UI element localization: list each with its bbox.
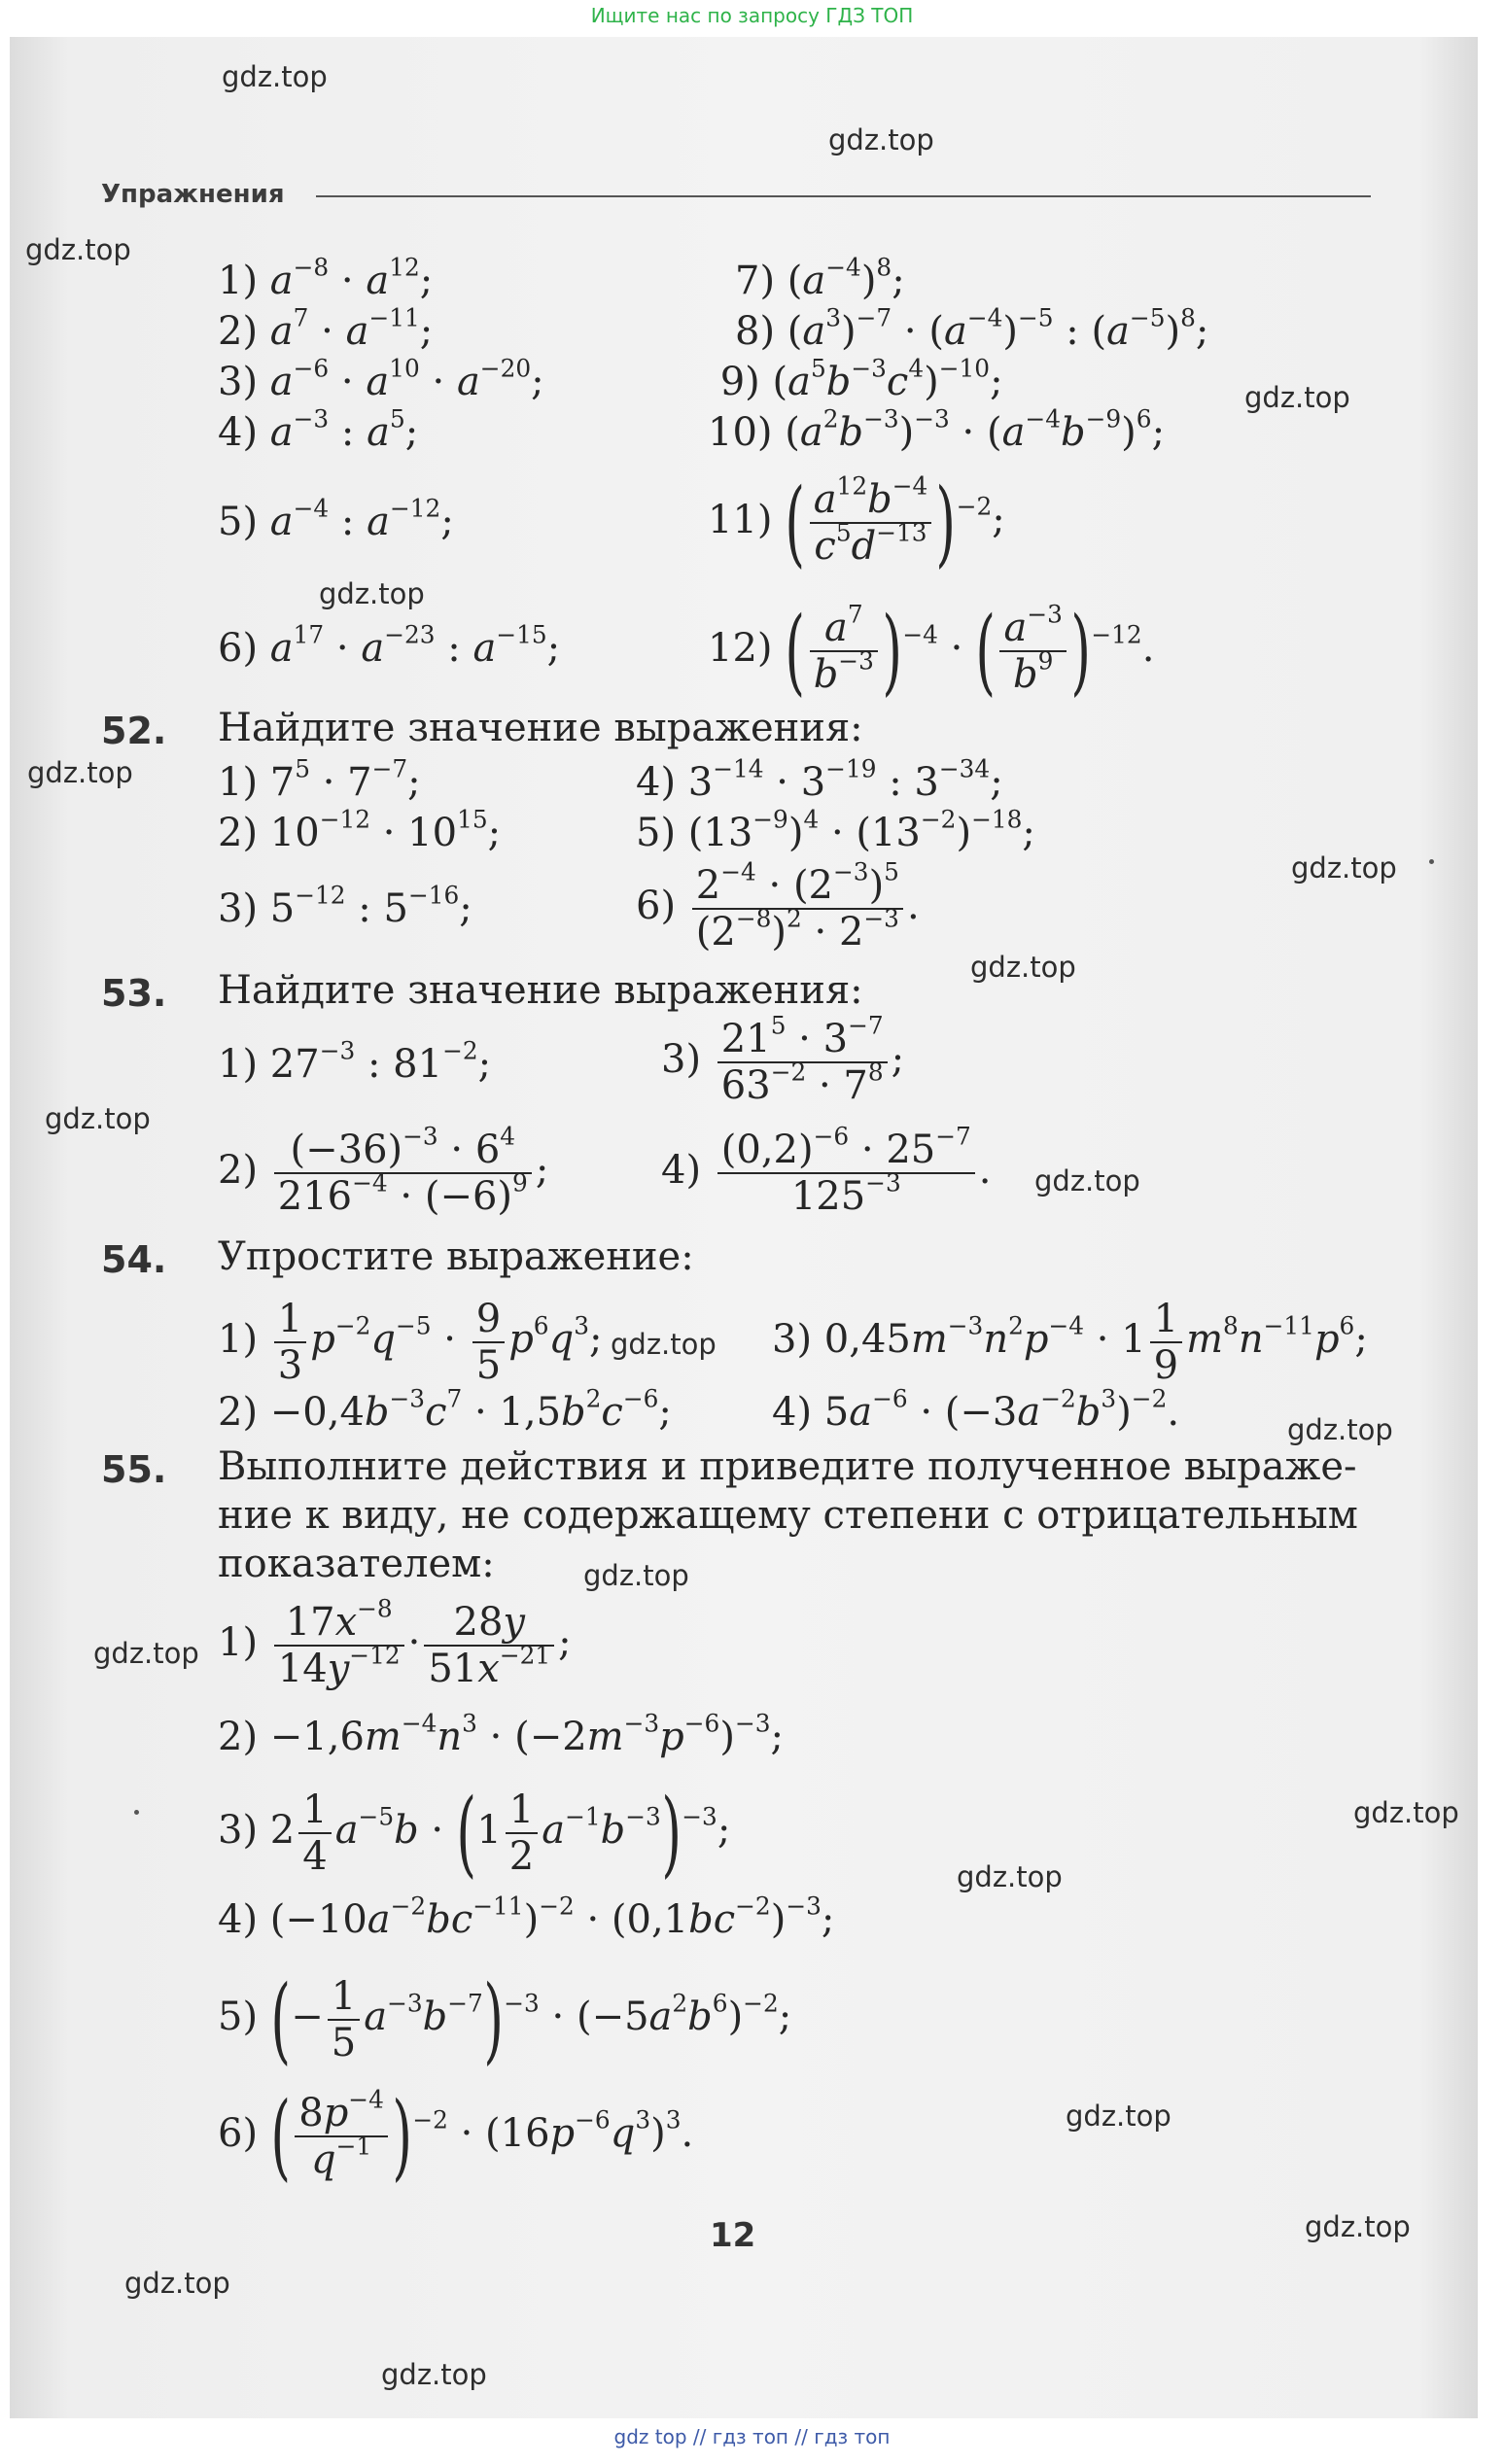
exercise-item: 5) (− $\frac{1}{5}$ $a^{-3}b^{-7})^{-3} \cdot (-5a^2b^6)^{-2}$; bbox=[218, 1965, 792, 2074]
exercise-item: 1) $a^{-8} \cdot a^{12}$; bbox=[218, 253, 434, 303]
watermark: gdz.top bbox=[1034, 1164, 1140, 1197]
watermark: gdz.top bbox=[1305, 2210, 1411, 2243]
exercise-item: 5) $a^{-4}$ : $a^{-12}$; bbox=[218, 494, 454, 544]
watermark: gdz.top bbox=[222, 60, 328, 93]
watermark: gdz.top bbox=[957, 1860, 1063, 1893]
watermark: gdz.top bbox=[1353, 1796, 1459, 1829]
exercise-number: 55. bbox=[101, 1448, 167, 1491]
exercise-number: 54. bbox=[101, 1238, 167, 1281]
watermark: gdz.top bbox=[27, 756, 133, 789]
top-banner[interactable]: Ищите нас по запросу ГДЗ ТОП bbox=[590, 4, 914, 27]
exercise-item: 3) $a^{-6} \cdot a^{10} \cdot a^{-20}$; bbox=[218, 354, 544, 404]
watermark: gdz.top bbox=[1066, 2100, 1172, 2133]
exercise-item: 3) $5^{-12}$ : $5^{-16}$; bbox=[218, 881, 472, 931]
exercise-item: 4) $\frac{(0,2)^{-6} \cdot 25^{-7}}{125^{-3}}$ . bbox=[661, 1122, 992, 1219]
exercise-item: 6) $a^{17} \cdot a^{-23}$ : $a^{-15}$; bbox=[218, 620, 561, 671]
print-speck bbox=[134, 1810, 139, 1815]
exercise-item: 1) $\frac{1}{3}$ $p^{-2}q^{-5}$ · $\frac{9}{5}$ $p^6q^3$; bbox=[218, 1297, 603, 1388]
watermark: gdz.top bbox=[381, 2358, 487, 2391]
print-speck bbox=[1429, 859, 1434, 864]
watermark: gdz.top bbox=[45, 1102, 151, 1135]
exercise-item: 4) $a^{-3}$ : $a^5$; bbox=[218, 404, 419, 455]
exercise-item: 6) $\frac{2^{-4} \cdot (2^{-3})^5}{(2^{-8})^2 \cdot 2^{-3}}$ . bbox=[636, 857, 920, 954]
page-number: 12 bbox=[710, 2216, 756, 2255]
exercise-heading: показателем: bbox=[218, 1542, 495, 1586]
exercise-item: 8) $(a^3)^{-7} \cdot (a^{-4})^{-5}$ : $(a^{-5})^8$; bbox=[735, 303, 1209, 354]
exercise-item: 2) $a^7 \cdot a^{-11}$; bbox=[218, 303, 434, 354]
exercise-item: 2) $\frac{(-36)^{-3} \cdot 6^4}{216^{-4} \cdot (-6)^9}$ ; bbox=[218, 1122, 549, 1219]
exercise-item: 1) $27^{-3}$ : $81^{-2}$; bbox=[218, 1036, 492, 1087]
exercise-item: 12) ( $\frac{a^7}{b^{-3}}$ )$^{-4}$ · ( $\frac{a^{-3}}{b^9}$ )$^{-12}$. bbox=[708, 597, 1155, 706]
exercise-item: 10) $(a^2b^{-3})^{-3} \cdot (a^{-4}b^{-9})^6$; bbox=[708, 404, 1166, 455]
watermark: gdz.top bbox=[93, 1637, 199, 1670]
watermark: gdz.top bbox=[25, 233, 131, 266]
exercise-number: 53. bbox=[101, 972, 167, 1015]
exercise-item: 7) $(a^{-4})^8$; bbox=[735, 253, 905, 303]
watermark: gdz.top bbox=[319, 577, 425, 610]
exercise-item: 3) 2 $\frac{1}{4}$ $a^{-5}b \cdot (1$ $\frac{1}{2}$ $a^{-1}b^{-3})^{-3}$; bbox=[218, 1779, 731, 1888]
exercise-item: 11) ( $\frac{a^{12}b^{-4}}{c^5d^{-13}}$ )$^{-2}$; bbox=[708, 469, 1005, 577]
exercise-item: 1) $7^5 \cdot 7^{-7}$; bbox=[218, 754, 421, 805]
exercise-item: 4) $(-10a^{-2}bc^{-11})^{-2} \cdot (0,1bc^{-2})^{-3}$; bbox=[218, 1891, 835, 1942]
exercise-heading: Выполните действия и приведите полученное выраже- bbox=[218, 1444, 1357, 1489]
watermark: gdz.top bbox=[1287, 1413, 1393, 1446]
exercise-item: 4) $5a^{-6} \cdot (-3a^{-2}b^3)^{-2}$. bbox=[772, 1384, 1180, 1435]
exercise-heading: ние к виду, не содержащему степени с отрицательным bbox=[218, 1493, 1358, 1538]
exercise-heading: Найдите значение выражения: bbox=[218, 968, 863, 1013]
watermark: gdz.top bbox=[1244, 381, 1350, 414]
exercise-item: $2) -0,4b^{-3}c^7 \cdot 1,5b^2c^{-6}$; bbox=[218, 1384, 672, 1435]
watermark: gdz.top bbox=[124, 2267, 230, 2300]
exercise-number: 52. bbox=[101, 710, 167, 752]
watermark: gdz.top bbox=[611, 1328, 717, 1361]
exercise-item: 9) $(a^5b^{-3}c^4)^{-10}$; bbox=[719, 354, 1003, 404]
exercise-item: 5) $(13^{-9})^4 \cdot (13^{-2})^{-18}$; bbox=[636, 805, 1035, 855]
section-title: Упражнения bbox=[101, 180, 285, 209]
exercise-item: 3) $\frac{21^5 \cdot 3^{-7}}{63^{-2} \cdot 7^8}$ ; bbox=[661, 1011, 905, 1108]
watermark: gdz.top bbox=[583, 1559, 689, 1592]
exercise-item: 6) ( $\frac{8p^{-4}}{q^{-1}}$ )$^{-2} \cdot (16p^{-6}q^3)^3$. bbox=[218, 2082, 694, 2191]
exercise-heading: Найдите значение выражения: bbox=[218, 706, 863, 750]
watermark: gdz.top bbox=[828, 123, 934, 156]
exercise-item: $2) -1,6m^{-4}n^3 \cdot (-2m^{-3}p^{-6})^{-3}$; bbox=[218, 1709, 784, 1759]
bottom-banner[interactable]: gdz top // гдз топ // гдз топ bbox=[613, 2425, 891, 2448]
exercise-item: 4) $3^{-14} \cdot 3^{-19}$ : $3^{-34}$; bbox=[636, 754, 1003, 805]
exercise-heading: Упростите выражение: bbox=[218, 1234, 694, 1279]
exercise-item: 1) $\frac{17x^{-8}}{14y^{-12}}$ · $\frac{28y}{51x^{-21}}$ ; bbox=[218, 1594, 572, 1691]
watermark: gdz.top bbox=[1291, 851, 1397, 885]
exercise-item: 3) $0,45m^{-3}n^2p^{-4} \cdot 1$ $\frac{1}{9}$ $m^8n^{-11}p^6$; bbox=[772, 1297, 1368, 1388]
exercise-item: 2) $10^{-12} \cdot 10^{15}$; bbox=[218, 805, 502, 855]
watermark: gdz.top bbox=[970, 951, 1076, 984]
section-divider bbox=[316, 195, 1371, 197]
